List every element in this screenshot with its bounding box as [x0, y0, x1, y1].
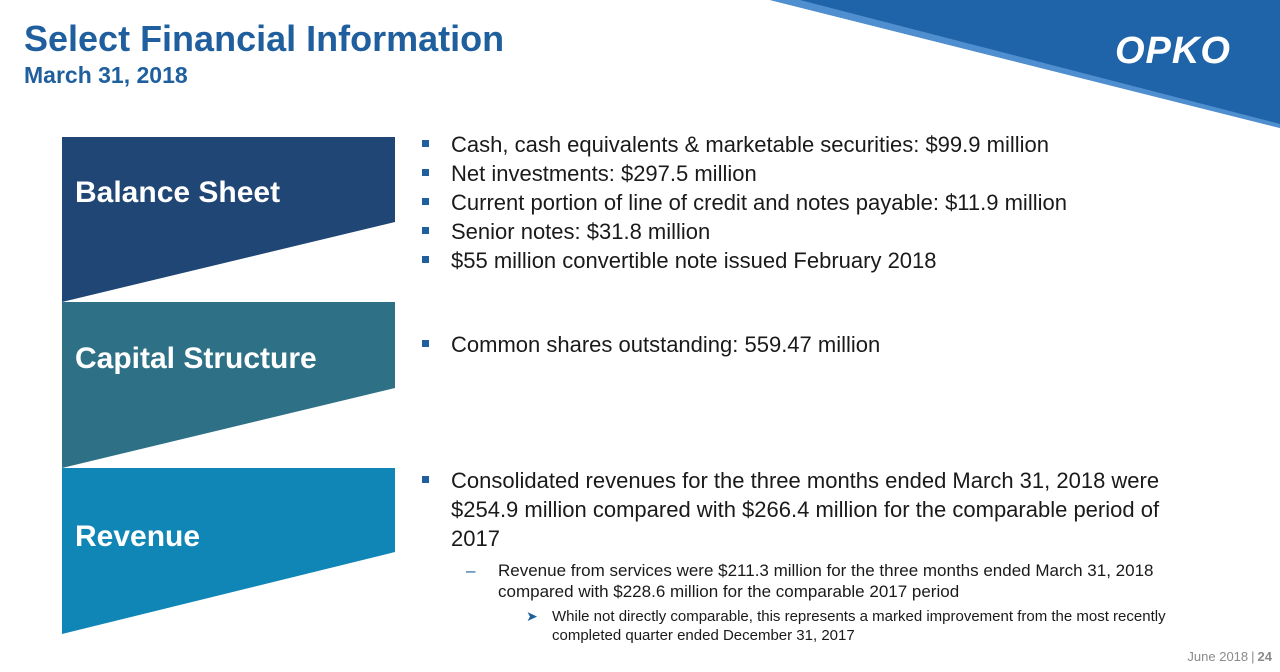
- subsub-item-text: While not directly comparable, this represents a marked improvement from the most recently completed quarter ended December 31, 2017: [552, 608, 1166, 644]
- arrowhead-bullet-icon: ➤: [526, 608, 538, 624]
- page-subtitle: March 31, 2018: [24, 62, 188, 88]
- list-item-text: Consolidated revenues for the three months ended March 31, 2018 were $254.9 million compared with $266.4 million for the comparable period of 2017: [451, 468, 1160, 551]
- square-bullet-icon: [422, 227, 429, 234]
- list-item-text: Senior notes: $31.8 million: [451, 219, 711, 244]
- page-number: 24: [1257, 649, 1272, 664]
- square-bullet-icon: [422, 256, 429, 263]
- list-item: [420, 330, 880, 359]
- list-item-text: Current portion of line of credit and notes payable: $11.9 million: [451, 190, 1067, 215]
- revenue-label: Revenue: [75, 520, 201, 553]
- list-item: [420, 246, 1067, 275]
- revenue-sub-item: [466, 560, 1218, 602]
- square-bullet-icon: [422, 340, 429, 347]
- section-panels: [0, 0, 400, 672]
- balance-sheet-panel: [62, 137, 395, 302]
- square-bullet-icon: [422, 169, 429, 176]
- list-item: [420, 188, 1067, 217]
- list-item: [420, 159, 1067, 188]
- list-item: [420, 130, 1067, 159]
- revenue-subsub-item: [526, 607, 1192, 645]
- list-item-text: $55 million convertible note issued February 2018: [451, 248, 937, 273]
- footer-separator: |: [1251, 649, 1255, 664]
- square-bullet-icon: [422, 476, 429, 483]
- footer: [1187, 649, 1272, 664]
- balance-sheet-list: [420, 130, 1067, 275]
- capital-structure-panel: [62, 302, 395, 468]
- list-item-text: Common shares outstanding: 559.47 million: [451, 332, 881, 357]
- list-item-text: Net investments: $297.5 million: [451, 161, 757, 186]
- sub-item-text: Revenue from services were $211.3 million for the three months ended March 31, 2018 compared with $228.6 million for the comparable 2017 period: [498, 561, 1154, 601]
- capital-structure-list: [420, 330, 880, 359]
- list-item-text: Cash, cash equivalents & marketable securities: $99.9 million: [451, 132, 1049, 157]
- page-title: Select Financial Information: [24, 18, 505, 59]
- list-item: [420, 466, 1180, 553]
- list-item: [420, 217, 1067, 246]
- capital-structure-label: Capital Structure: [75, 342, 317, 375]
- square-bullet-icon: [422, 198, 429, 205]
- balance-sheet-label: Balance Sheet: [75, 176, 281, 209]
- dash-bullet-icon: –: [466, 561, 476, 580]
- footer-date: June 2018: [1187, 649, 1249, 664]
- square-bullet-icon: [422, 140, 429, 147]
- revenue-list: [420, 466, 1180, 553]
- opko-logo: OPKO: [1115, 30, 1231, 72]
